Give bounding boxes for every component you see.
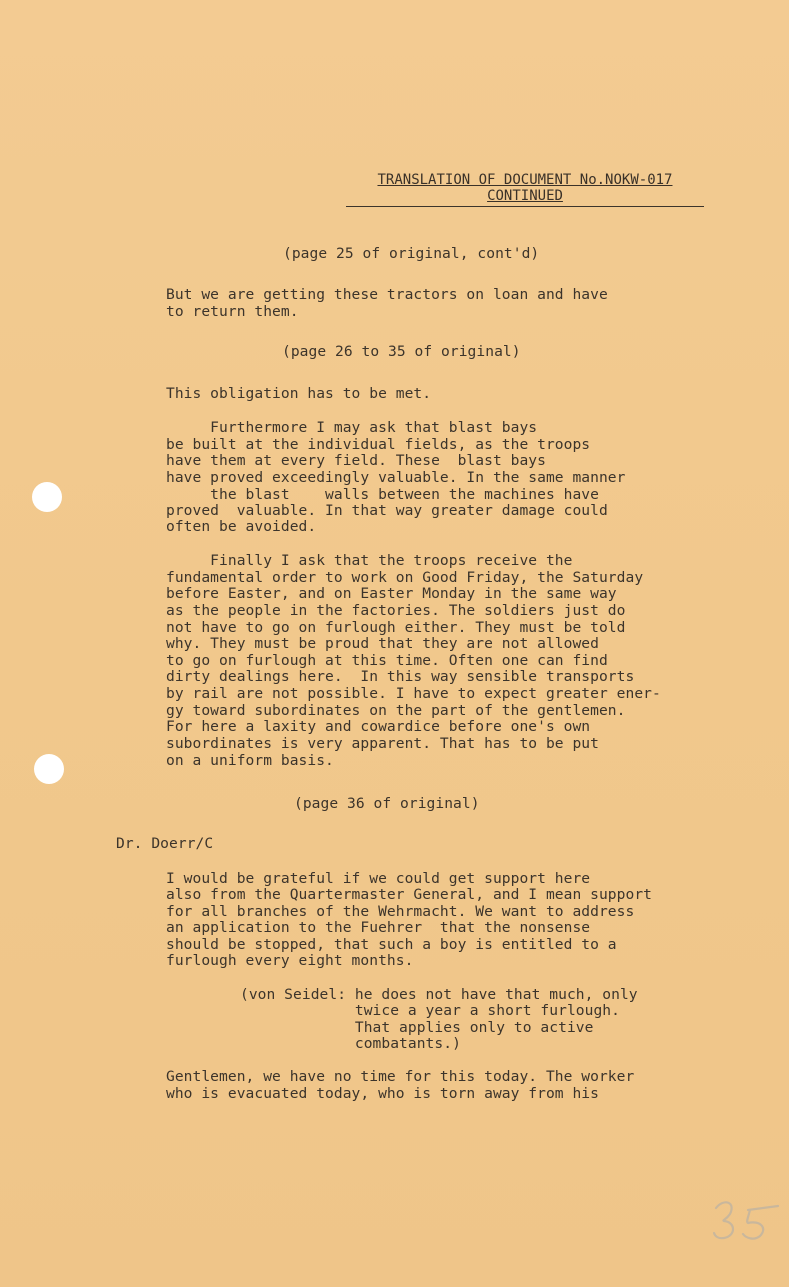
text-line: gy toward subordinates on the part of the gentlemen. xyxy=(166,702,626,719)
handwritten-page-number xyxy=(712,1196,782,1242)
text-line: should be stopped, that such a boy is entitled to a xyxy=(166,936,617,953)
text-line: fundamental order to work on Good Friday, the Saturday xyxy=(166,569,644,586)
text-line: for all branches of the Wehrmacht. We want to address xyxy=(166,903,635,920)
text-line: furlough every eight months. xyxy=(166,952,414,969)
text-line: why. They must be proud that they are not allowed xyxy=(166,635,599,652)
speaker-name: Dr. Doerr/C xyxy=(116,835,214,852)
page-reference: (page 26 to 35 of original) xyxy=(282,343,521,360)
text-line: Finally I ask that the troops receive the xyxy=(166,552,573,569)
text-line: have them at every field. These blast bays xyxy=(166,452,546,469)
text-line: the blast walls between the machines have xyxy=(166,486,599,503)
text-line: Furthermore I may ask that blast bays xyxy=(166,419,538,436)
text-line: also from the Quartermaster General, and I mean support xyxy=(166,886,652,903)
text-line: as the people in the factories. The soldiers just do xyxy=(166,602,626,619)
heading-line-2: CONTINUED xyxy=(487,188,563,204)
text-line: before Easter, and on Easter Monday in the same way xyxy=(166,585,617,602)
text-line: For here a laxity and cowardice before one's own xyxy=(166,718,591,735)
document-heading xyxy=(346,172,704,207)
text-line: be built at the individual fields, as the troops xyxy=(166,436,591,453)
text-line: who is evacuated today, who is torn away from his xyxy=(166,1085,599,1102)
text-line: to return them. xyxy=(166,303,299,320)
text-line: on a uniform basis. xyxy=(166,752,334,769)
text-line: dirty dealings here. In this way sensible transports xyxy=(166,668,635,685)
heading-line-1: TRANSLATION OF DOCUMENT No.NOKW-017 xyxy=(377,172,673,188)
page-reference: (page 36 of original) xyxy=(294,795,480,812)
page-reference: (page 25 of original, cont'd) xyxy=(283,245,540,262)
aside-line: That applies only to active xyxy=(240,1019,594,1036)
text-line: have proved exceedingly valuable. In the same manner xyxy=(166,469,626,486)
text-line: not have to go on furlough either. They must be told xyxy=(166,619,626,636)
text-line: to go on furlough at this time. Often one can find xyxy=(166,652,608,669)
text-line: subordinates is very apparent. That has to be put xyxy=(166,735,599,752)
punch-hole-lower xyxy=(34,754,64,784)
punch-hole-upper xyxy=(32,482,62,512)
text-line: often be avoided. xyxy=(166,518,317,535)
text-line: by rail are not possible. I have to expect greater ener- xyxy=(166,685,661,702)
aside-line: twice a year a short furlough. xyxy=(240,1002,620,1019)
text-line: But we are getting these tractors on loan and have xyxy=(166,286,608,303)
text-line: I would be grateful if we could get support here xyxy=(166,870,591,887)
text-line: Gentlemen, we have no time for this today. The worker xyxy=(166,1068,635,1085)
text-line: an application to the Fuehrer that the nonsense xyxy=(166,919,591,936)
aside-line: combatants.) xyxy=(240,1035,461,1052)
aside-line: (von Seidel: he does not have that much, only xyxy=(240,986,638,1003)
text-line: proved valuable. In that way greater damage could xyxy=(166,502,608,519)
text-line: This obligation has to be met. xyxy=(166,385,432,402)
